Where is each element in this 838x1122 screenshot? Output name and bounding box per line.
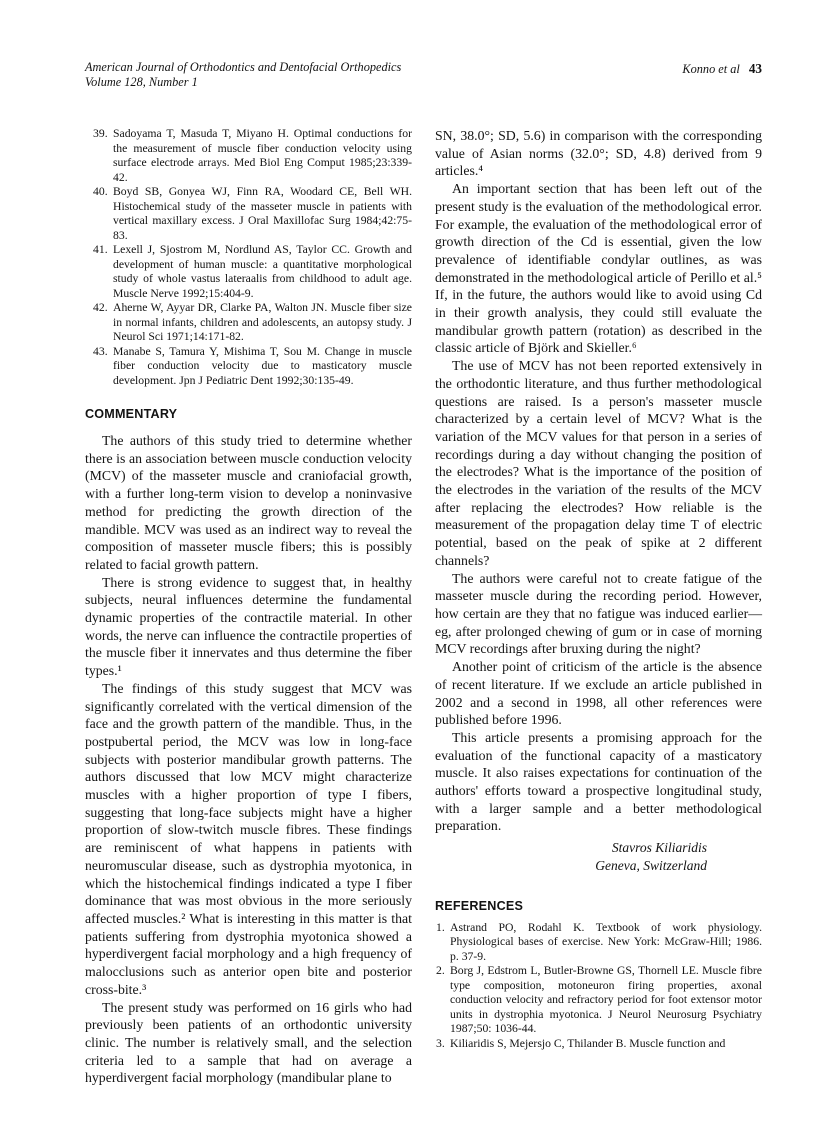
journal-title: American Journal of Orthodontics and Dentofacial Orthopedics	[85, 60, 402, 74]
left-column	[85, 127, 412, 1087]
reference-item	[435, 921, 762, 965]
paragraph: The present study was performed on 16 girls who had previously been patients of an orthodontic university clinic. The number is relatively small, and the selection criteria led to a sample that had on average a hyperdivergent facial morphology (mandibular plane to	[85, 999, 412, 1086]
volume-info: Volume 128, Number 1	[85, 75, 198, 89]
paragraph: Another point of criticism of the article is the absence of recent literature. If we exclude an article published in 2002 and a second in 1998, all other references were published before 1996.	[435, 659, 762, 728]
reference-number: 1.	[436, 920, 445, 934]
journal-info	[85, 60, 401, 90]
reference-item	[85, 185, 412, 243]
reference-text: Lexell J, Sjostrom M, Nordlund AS, Taylor CC. Growth and development of human muscle: a quantitative morphological study of whole vastus lateraalis from childhood to adult age. Muscle Nerve 1992;15:404-9.	[113, 243, 412, 300]
reference-number: 41.	[93, 243, 108, 256]
paragraph: The findings of this study suggest that MCV was significantly correlated with the vertical dimension of the face and the growth pattern of the mandible. Thus, in the postpubertal period, the MCV was low in long-face subjects with posterior mandibular growth patterns. The authors discussed that low MCV might characterize muscles with a higher proportion of type I fibers, suggesting that long-face subjects might have a higher proportion of slow-twitch muscle fibres. These findings are reminiscent of what happens in patients with neuromuscular disease, such as dystrophia myotonica, in which the histochemical findings indicated a type I fiber dominance that was most obvious in the more seriously affected muscles.² What is interesting in this matter is that patients suffering from dystrophia myotonica showed a hyperdivergent facial morphology and a high frequency of malocclusions such as anterior open bite and posterior cross-bite.³	[85, 680, 412, 997]
author-signature	[435, 839, 762, 874]
page-content	[85, 60, 762, 1087]
right-column	[435, 127, 762, 1087]
paragraph: SN, 38.0°; SD, 5.6) in comparison with the corresponding value of Asian norms (32.0°; SD, 4.8) derived from 9 articles.⁴	[435, 128, 762, 179]
reference-number: 2.	[436, 964, 445, 978]
two-column-body	[85, 127, 762, 1087]
reference-number: 43.	[93, 344, 108, 358]
reference-text: Astrand PO, Rodahl K. Textbook of work physiology. Physiological bases of exercise. New York: McGraw-Hill; 1986. p. 37-9.	[450, 920, 762, 963]
paragraph: The authors were careful not to create fatigue of the masseter muscle during the recording period. However, how certain are they that no fatigue was induced earlier—eg, after prolonged chewing of gum or in case of morning MCV recordings after bruxing during the night?	[435, 570, 762, 657]
reference-item	[85, 345, 412, 389]
reference-item	[85, 243, 412, 301]
reference-number: 42.	[93, 301, 108, 314]
reference-list	[435, 921, 762, 1052]
paragraph: This article presents a promising approach for the evaluation of the functional capacity of a masticatory muscle. It also raises expectations for continuation of the authors' efforts toward a prospective longitudinal study, with a larger sample and a better methodological preparation.	[435, 729, 762, 834]
signature-name: Stavros Kiliaridis	[611, 840, 707, 856]
reference-text: Kiliaridis S, Mejersjo C, Thilander B. Muscle function and	[450, 1036, 726, 1050]
reference-list-continued	[85, 127, 412, 388]
page-header	[85, 60, 762, 90]
reference-text: Aherne W, Ayyar DR, Clarke PA, Walton JN. Muscle fiber size in normal infants, children and adolescents, an autopsy study. J Neurol Sci 1971;14:171-82.	[113, 301, 412, 343]
reference-item	[85, 127, 412, 185]
signature-location: Geneva, Switzerland	[595, 857, 707, 873]
reference-number: 39.	[93, 127, 108, 140]
paragraph: The use of MCV has not been reported extensively in the orthodontic literature, and thus further methodological questions are raised. Is a person's masseter muscle characterized by a certain level of MCV? What is the variation of the MCV values for that person in a series of recordings during a day without changing the position of the electrodes? What is the importance of the position of the electrodes in the variation of the results of the MCV after replacing the electrodes? How reliable is the measurement of the propagation delay time T of electric potential, based on the peak of spike at 2 different channels?	[435, 358, 762, 568]
paragraph: An important section that has been left out of the present study is the evaluation of the methodological error. For example, the evaluation of the methodological error of growth direction of the Cd is essential, given the low prevalence of identifiable condylar outlines, as was demonstrated in the methodological article of Perillo et al.⁵ If, in the future, the authors would like to avoid using Cd in their growth analysis, they could still evaluate the mandibular growth pattern (rotation) as described in the classic article of Björk and Skieller.⁶	[435, 181, 762, 356]
commentary-heading: COMMENTARY	[85, 407, 178, 421]
reference-item	[435, 964, 762, 1037]
commentary-text-right	[435, 127, 762, 835]
running-head	[682, 60, 762, 77]
reference-number: 40.	[93, 185, 108, 198]
reference-item	[85, 301, 412, 345]
reference-text: Borg J, Edstrom L, Butler-Browne GS, Thornell LE. Muscle fibre type composition, motoneuron firing properties, axonal conduction velocity and refractory period for foot extensor motor units in dystrophia myotonica. J Neurol Neurosurg Psychiatry 1987;50: 1036-44.	[450, 964, 762, 1036]
reference-text: Sadoyama T, Masuda T, Miyano H. Optimal conductions for the measurement of muscle fiber conduction velocity using surface electrode arrays. Med Biol Eng Comput 1985;23:339-42.	[113, 127, 412, 184]
references-heading: REFERENCES	[435, 898, 524, 913]
reference-item	[435, 1037, 762, 1052]
reference-text: Manabe S, Tamura Y, Mishima T, Sou M. Change in muscle fiber conduction velocity due to masticatory muscle development. Jpn J Pediatric Dent 1992;30:135-49.	[113, 344, 412, 387]
reference-text: Boyd SB, Gonyea WJ, Finn RA, Woodard CE, Bell WH. Histochemical study of the masseter muscle in patients with vertical maxillary excess. J Oral Maxillofac Surg 1984;42:75-83.	[113, 185, 412, 242]
reference-number: 3.	[436, 1036, 445, 1050]
page-number: 43	[748, 61, 762, 76]
paragraph: There is strong evidence to suggest that, in healthy subjects, neural influences determine the fundamental dynamic properties of the contractile material. In other words, the nerve can influence the contractile properties of the muscle fiber it innervates and thus determine the fiber types.¹	[85, 574, 412, 679]
article-authors: Konno et al	[682, 62, 740, 76]
commentary-text-left	[85, 432, 412, 1087]
paragraph: The authors of this study tried to determine whether there is an association between muscle conduction velocity (MCV) of the masseter muscle and craniofacial growth, with a further long-term vision to develop a noninvasive method for predicting the growth direction of the mandible. MCV was used as an indirect way to reveal the composition of masseter muscle fibers; this is possibly related to facial growth pattern.	[85, 433, 412, 572]
